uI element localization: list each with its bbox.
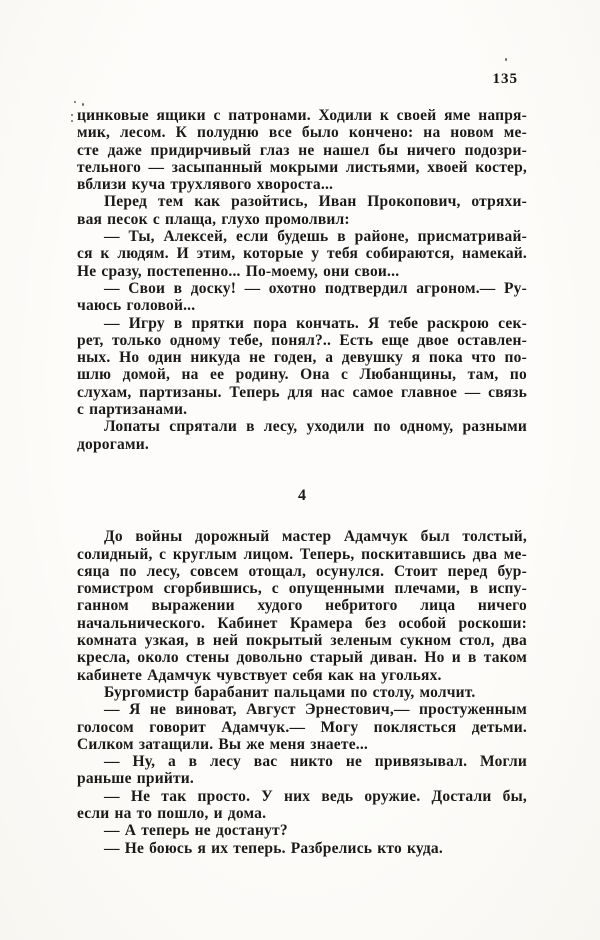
- text-line: рет, только одному тебе, понял?.. Есть еще двое оставлен-: [77, 331, 527, 349]
- text-line: ся к людям. И этим, которые у тебя собираются, намекай.: [77, 245, 527, 263]
- text-line: Силком затащили. Вы же меня знаете...: [77, 735, 368, 753]
- text-line: вблизи куча трухлявого хвороста...: [77, 176, 334, 194]
- text-line: голосом говорит Адамчук.— Могу поклясться детьми.: [77, 718, 527, 736]
- scan-speck: [71, 114, 73, 116]
- paragraph: [77, 193, 527, 228]
- paragraph: [77, 701, 527, 753]
- text-line: — Не так просто. У них ведь оружие. Достали бы,: [104, 787, 527, 805]
- scan-speck: [82, 103, 84, 106]
- text-line: сяца по лесу, совсем отощал, осунулся. Стоит перед бур-: [77, 562, 527, 580]
- paragraph: [77, 280, 527, 315]
- text-line: начальнического. Кабинет Крамера без особой роскоши:: [77, 614, 527, 632]
- text-line: ных. Но один никуда не годен, а девушку я пока что по-: [77, 349, 527, 367]
- text-line: слухам, партизаны. Теперь для нас самое главное — связь: [77, 383, 527, 401]
- text-line: шлю домой, на ее родину. Она с Любанщины, там, по: [77, 366, 527, 384]
- text-line: кресла, около стены довольно старый диван. Но и в таком: [77, 649, 527, 667]
- page-number: 135: [492, 71, 518, 87]
- text-line: гомистром сгорбившись, с опущенными плечами, в испу-: [77, 580, 527, 598]
- text-block: [77, 107, 527, 857]
- text-line: — Ну, а в лесу вас никто не привязывал. Могли: [104, 753, 527, 771]
- text-line: — Игру в прятки пора кончать. Я тебе раскрою сек-: [104, 314, 527, 332]
- text-line: комната узкая, в ней покрытый зеленым сукном стол, два: [77, 632, 527, 650]
- text-line: ганном выражении худого небритого лица ничего: [77, 597, 527, 615]
- text-line: если на то пошло, и дома.: [77, 804, 267, 822]
- text-line: солидный, с круглым лицом. Теперь, поскитавшись два ме-: [77, 545, 527, 563]
- text-line: Не сразу, постепенно... По-моему, они свои...: [77, 262, 400, 280]
- text-line: — А теперь не достанут?: [104, 822, 288, 840]
- scan-speck: [71, 120, 73, 122]
- text-line: Перед тем как разойтись, Иван Прокопович, отряхи-: [104, 193, 527, 211]
- text-line: — Ты, Алексей, если будешь в районе, присматривай-: [104, 228, 527, 246]
- paragraph: [77, 418, 527, 453]
- scan-speck: [74, 101, 76, 103]
- paragraph: [77, 753, 527, 788]
- text-line: с партизанами.: [77, 401, 188, 419]
- paragraph: [77, 840, 527, 857]
- paragraph: [77, 788, 527, 823]
- paragraph: [77, 822, 527, 839]
- paragraph: [77, 684, 527, 701]
- text-line: тельного — засыпанный мокрыми листьями, хвоей костер,: [77, 158, 527, 176]
- paragraph: [77, 315, 527, 419]
- text-line: — Свои в доску! — охотно подтвердил агроном.— Ру-: [104, 279, 527, 297]
- paragraph: [77, 107, 527, 193]
- text-line: цинковые ящики с патронами. Ходили к своей яме напря-: [77, 107, 527, 124]
- text-line: Бургомистр барабанит пальцами по столу, молчит.: [104, 683, 476, 701]
- text-line: чаюсь головой...: [77, 297, 196, 315]
- text-line: мик, лесом. К полудню все было кончено: на новом ме-: [77, 124, 527, 142]
- text-line: кабинете Адамчук чувствует себя как на угольях.: [77, 666, 442, 684]
- paragraph: [77, 528, 527, 684]
- text-line: — Я не виноват, Август Эрнестович,— простуженным: [104, 701, 527, 719]
- paragraph: [77, 228, 527, 280]
- text-line: раньше прийти.: [77, 770, 194, 788]
- text-line: — Не боюсь я их теперь. Разбрелись кто куда.: [104, 839, 443, 857]
- section-heading: 4: [298, 486, 306, 504]
- scan-speck: [505, 58, 507, 61]
- text-line: Лопаты спрятали в лесу, уходили по одному, разными: [104, 418, 527, 436]
- text-line: До войны дорожный мастер Адамчук был толстый,: [104, 528, 527, 546]
- text-line: сте даже придирчивый глаз не нашел бы ничего подозри-: [77, 141, 527, 159]
- text-line: вая песок с плаща, глухо промолвил:: [77, 210, 350, 228]
- text-line: дорогами.: [77, 435, 149, 453]
